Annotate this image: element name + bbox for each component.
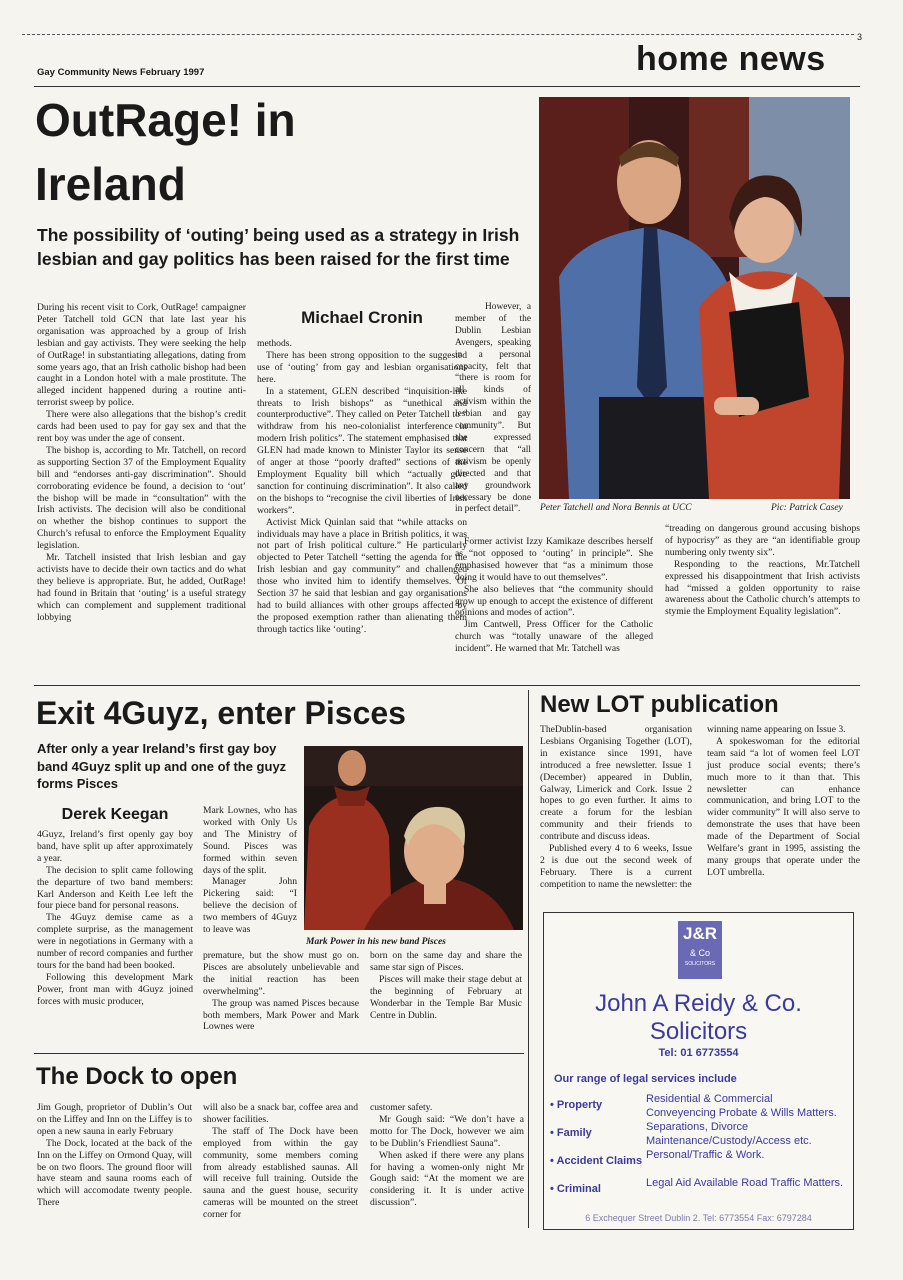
service-name: • Property bbox=[550, 1099, 603, 1111]
paragraph: Manager John Pickering said: “I believe the decision of two members of 4Guyz to leave was bbox=[203, 876, 297, 936]
service-item bbox=[550, 1093, 848, 1121]
logo-sub: SOLICITORS bbox=[684, 961, 716, 967]
pisces-photo bbox=[304, 746, 523, 930]
lead-column-3-narrow bbox=[455, 302, 531, 516]
firm-tel: Tel: 01 6773554 bbox=[658, 1047, 739, 1059]
paragraph: Mark Lownes, who has worked with Only Us and The Ministry of Sound. Pisces was formed within seven days of the split. bbox=[203, 805, 297, 876]
service-name: • Accident Claims bbox=[550, 1155, 643, 1167]
column-divider bbox=[528, 690, 529, 1228]
logo-small: & Co bbox=[689, 948, 710, 958]
page-number: 3 bbox=[857, 32, 863, 42]
paragraph: There has been strong opposition to the suggested use of ‘outing’ from gay and lesbian organisations here. bbox=[257, 349, 467, 385]
firm-logo bbox=[678, 921, 722, 979]
lead-column-4 bbox=[665, 523, 860, 618]
service-item bbox=[550, 1121, 848, 1149]
paragraph: The decision to split came following the departure of two band members: Karl Anderson and Keith Lee left the four piece band for personal reasons. bbox=[37, 864, 193, 912]
lot-column-2 bbox=[707, 724, 860, 879]
lead-photo bbox=[539, 97, 850, 499]
paragraph: Mr. Tatchell insisted that Irish lesbian and gay activists have to decide their own tactics and do what they believe is appropriate. But, he added, OutRage! had found in Britain that ‘outing’ is a useful strategy which can complement and supplement traditional lobbying bbox=[37, 552, 246, 623]
logo-letters: J&R bbox=[682, 924, 717, 943]
paragraph: Mr Gough said: “We don’t have a motto for The Dock, however we aim to be Dublin’s Friendliest Sauna”. bbox=[370, 1113, 524, 1149]
paragraph: The 4Guyz demise came as a complete surprise, as the management were in negotiations in Germany with a number of record companies and further tours for the band had been booked. bbox=[37, 912, 193, 971]
lead-headline-line2: Ireland bbox=[35, 158, 186, 210]
paragraph: She also believes that “the community should grow up enough to accept the existence of different opinions and modes of action”. bbox=[455, 583, 653, 619]
paragraph: In a statement, GLEN described “inquisition-like threats to Irish bishops” as “unethical and counterproductive”. They called on Peter Tatchell to “ withdraw from his neo-colonialist interference in modern Irish politics”. The statement emphasised that GLEN had made known to Minister Taylor its sense of anger at those “poorly drafted” sections of the Employment Equality bill which “actually give sanction for continuing discrimination”. It also called on the bishops to “recognise the civil liberties of Irish workers”. bbox=[257, 385, 467, 516]
paragraph: Former activist Izzy Kamikaze describes herself as “not opposed to ‘outing’ in principle”. She emphasised however that “as a minimum those doing it would have to out themselves”. bbox=[455, 536, 653, 583]
paragraph: methods. bbox=[257, 338, 292, 349]
paragraph: Pisces will make their stage debut at the beginning of February at Wonderbar in the Temple Bar Music Centre in Dublin. bbox=[370, 973, 522, 1021]
dock-rule bbox=[34, 1053, 524, 1054]
dock-headline: The Dock to open bbox=[36, 1063, 238, 1090]
paragraph: Jim Gough, proprietor of Dublin’s Out on the Liffey and Inn on the Liffey is to open a new sauna in early February bbox=[37, 1102, 192, 1137]
lead-column-1 bbox=[37, 302, 246, 623]
top-dashed-rule bbox=[22, 34, 854, 35]
paragraph: When asked if there were any plans for having a women-only night Mr Gough said: “At the moment we are considering it. It is under active discussion”. bbox=[370, 1149, 524, 1209]
firm-address: 6 Exchequer Street Dublin 2. Tel: 6773554 Fax: 6797284 bbox=[585, 1213, 812, 1223]
publication-line: Gay Community News February 1997 bbox=[37, 67, 205, 78]
paragraph: customer safety. bbox=[370, 1102, 433, 1113]
pisces-headline: Exit 4Guyz, enter Pisces bbox=[36, 695, 406, 731]
paragraph: During his recent visit to Cork, OutRage! campaigner Peter Tatchell told GCN that late last year his organisation was approached by a group of Irish lesbian and gay activists. They were seeking the help of OutRage! in substantiating allegations, dating from some years ago, that an Irish catholic bishop had been caught in a London hotel with a male prostitute. The alleged incident happened during a routine anti-terrorist sweep by police. bbox=[37, 302, 246, 409]
paragraph: There were also allegations that the bishop’s credit cards had been used to pay for gay sex and that the rent boy was under the age of consent. bbox=[37, 409, 246, 444]
paragraph: Activist Mick Quinlan said that “while attacks on individuals may have a place in British politics, it was not part of Irish political culture.” He particularly objected to Peter Tatchell “setting the agenda for the Irish lesbian and gay community” and challenged those who invited him to identify themselves. Of Section 37 he said that lesbian and gay organisations had to build alliances with other groups affected by the proposed exemption rather than alienating them through tactics like ‘outing’. bbox=[257, 516, 467, 635]
lead-byline: Michael Cronin bbox=[301, 308, 423, 327]
paragraph: premature, but the show must go on. Pisces are absolutely unbelievable and the initial reaction has been overwhelming”. bbox=[203, 950, 359, 997]
paragraph: The group was named Pisces because both members, Mark Power and Mark Lownes were bbox=[203, 997, 359, 1033]
paragraph: will also be a snack bar, coffee area and shower facilities. bbox=[203, 1102, 358, 1125]
paragraph: The Dock, located at the back of the Inn on the Liffey on Ormond Quay, will be on two floors. The ground floor will have steam and sauna rooms each of which will accomodate twenty people. There bbox=[37, 1137, 192, 1209]
dock-column-2 bbox=[203, 1102, 358, 1221]
header-rule bbox=[34, 86, 860, 87]
dock-column-1 bbox=[37, 1102, 192, 1209]
service-name: • Family bbox=[550, 1127, 592, 1139]
paragraph: The staff of The Dock have been employed from within the gay community, some members coming from already established saunas. All will receive full training. Outside the sauna and the guest house, security cameras will be mounted on the street corner for bbox=[203, 1125, 358, 1221]
paragraph: Responding to the reactions, Mr.Tatchell expressed his disappointment that Irish activists had “missed a golden opportunity to raise awareness about the Catholic church’s attempts to stymie the Employment Equality legislation”. bbox=[665, 558, 860, 618]
pisces-column-2-upper bbox=[203, 805, 297, 936]
paragraph: Published every 4 to 6 weeks, Issue 2 is due out the second week of February. There is a current competition to name the newsletter: the bbox=[540, 843, 692, 890]
lead-photo-credit: Pic: Patrick Casey bbox=[771, 503, 843, 513]
pisces-column-3 bbox=[370, 950, 522, 1021]
lead-headline-line1: OutRage! in bbox=[35, 94, 296, 146]
firm-title: Solicitors bbox=[649, 1018, 748, 1045]
lead-photo-caption: Peter Tatchell and Nora Bennis at UCC bbox=[540, 503, 692, 513]
service-detail: Residential & Commercial Conveyencing Probate & Wills Matters. bbox=[646, 1093, 837, 1119]
pisces-subhead: After only a year Ireland’s first gay boy band 4Guyz split up and one of the guyz forms Pisces bbox=[37, 741, 287, 791]
dock-column-3 bbox=[370, 1102, 524, 1209]
paragraph: The bishop is, according to Mr. Tatchell, on record as supporting Section 37 of the Employment Equality bill and “endorses anti-gay discrimination”. Should corroborating evidence be found, a decision to ‘out’ the bishop will be made in “consultation” with the Irish activists. The decision will also be conditional on whether the bishop continues to support the Church’s refusal to enforce the Employment Equality legislation. bbox=[37, 444, 246, 552]
pisces-column-2 bbox=[203, 950, 359, 1033]
paragraph: However, a member of the Dublin Lesbian Avengers, speaking in a personal capacity, felt that “there is room for all kinds of activism within the lesbian and gay community”. But she expressed concern that “all activism be openly directed and that any groundwork necessary be done in perfect detail”. bbox=[455, 302, 531, 515]
services-list bbox=[550, 1093, 848, 1205]
section-rule bbox=[34, 685, 860, 686]
paragraph: 4Guyz, Ireland’s first openly gay boy band, have split up after approximately a year. bbox=[37, 829, 193, 864]
service-item bbox=[550, 1177, 848, 1205]
service-detail: Separations, Divorce Maintenance/Custody/Access etc. bbox=[646, 1121, 812, 1147]
service-item bbox=[550, 1149, 848, 1177]
pisces-byline: Derek Keegan bbox=[61, 806, 169, 823]
service-detail: Personal/Traffic & Work. bbox=[646, 1149, 765, 1161]
paragraph: Jim Cantwell, Press Officer for the Catholic church was “totally unaware of the alleged incident”. He warned that Mr. Tatchell was bbox=[455, 619, 653, 655]
paragraph: Following this development Mark Power, front man with 4Guyz joined forces with music producer, bbox=[37, 971, 193, 1007]
services-intro: Our range of legal services include bbox=[554, 1073, 737, 1085]
pisces-photo-caption: Mark Power in his new band Pisces bbox=[306, 937, 446, 947]
paragraph: A spokeswoman for the editorial team said “a lot of women feel LOT just produce social events; there’s much more to it than that. This newsletter can enhance communication, and bring LOT to the wider community” It will also serve to demonstrate the uses that have been made of the Department of Social Welfare’s grant in 1995, assisting the many groups that operate under the LOT umbrella. bbox=[707, 735, 860, 878]
paragraph: TheDublin-based organisation Lesbians Organising Together (LOT), in existance since 1991, have introduced a free newsletter. Issue 1 (December) appeared in Dublin, Galway, Limerick and Cork. Issue 2 hopes to go even further. It aims to create a forum for the lesbian community and their friends to contribute and discuss ideas. bbox=[540, 724, 692, 843]
lot-headline: New LOT publication bbox=[540, 691, 779, 718]
firm-name: John A Reidy & Co. bbox=[595, 990, 802, 1017]
service-name: • Criminal bbox=[550, 1183, 601, 1195]
lead-column-3 bbox=[455, 536, 653, 655]
solicitors-advert bbox=[543, 912, 854, 1230]
paragraph: “treading on dangerous ground accusing bishops of hypocrisy” as they are “an identifiable group numbering only twenty six”. bbox=[665, 523, 860, 558]
paragraph: winning name appearing on Issue 3. bbox=[707, 724, 846, 735]
paragraph: born on the same day and share the same star sign of Pisces. bbox=[370, 950, 522, 973]
lead-column-2 bbox=[257, 338, 467, 636]
pisces-column-1 bbox=[37, 829, 193, 1008]
section-title: home news bbox=[636, 40, 826, 78]
lead-subhead: The possibility of ‘outing’ being used as a strategy in Irish lesbian and gay politics has been raised for the first time bbox=[37, 225, 520, 269]
lot-column-1 bbox=[540, 724, 692, 891]
service-detail: Legal Aid Available Road Traffic Matters. bbox=[646, 1177, 844, 1189]
